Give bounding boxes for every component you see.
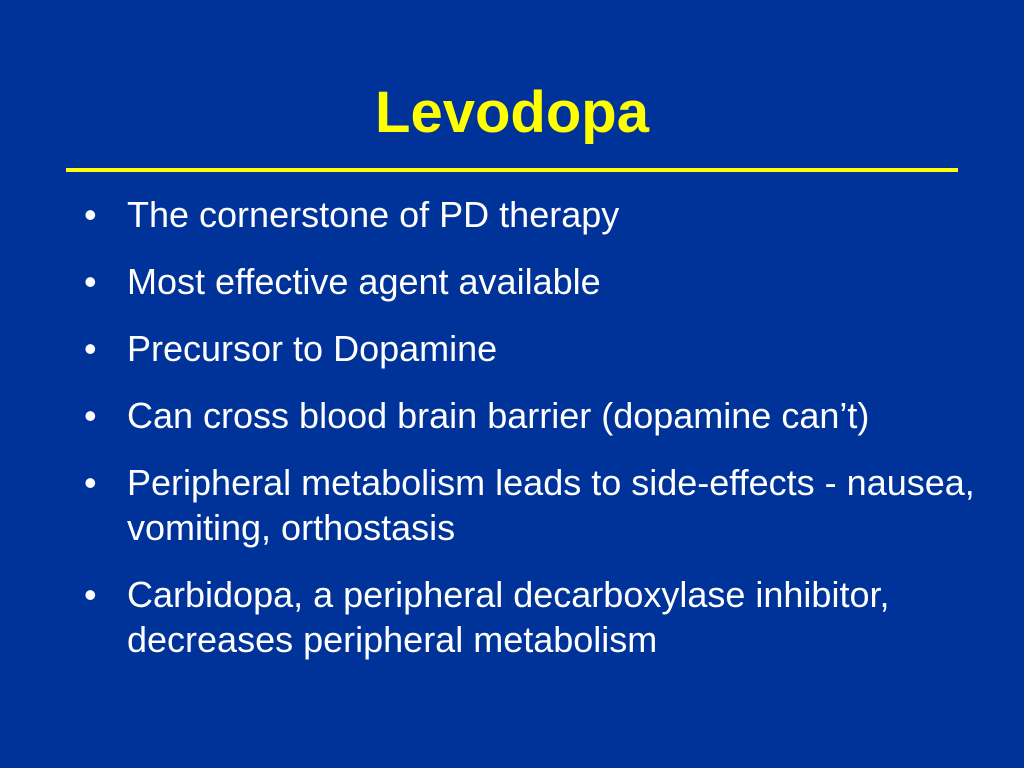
bullet-icon: • [84, 462, 97, 503]
bullet-icon: • [84, 574, 97, 615]
bullet-icon: • [84, 261, 97, 302]
bullet-icon: • [84, 194, 97, 235]
bullet-text: Peripheral metabolism leads to side-effects - nausea, vomiting, orthostasis [127, 462, 975, 548]
title-underline [66, 168, 958, 172]
bullet-item [84, 326, 1004, 371]
bullet-text: Most effective agent available [127, 261, 601, 302]
bullet-icon: • [84, 328, 97, 369]
bullet-text: Can cross blood brain barrier (dopamine can’t) [127, 395, 870, 436]
bullet-icon: • [84, 395, 97, 436]
bullet-item [84, 259, 1004, 304]
bullet-text: Precursor to Dopamine [127, 328, 498, 369]
bullet-text: The cornerstone of PD therapy [127, 194, 620, 235]
bullet-item [84, 393, 1004, 438]
bullet-item [84, 460, 1004, 550]
bullet-item [84, 192, 1004, 237]
slide-title: Levodopa [375, 80, 649, 145]
bullet-item [84, 572, 1004, 662]
bullet-text: Carbidopa, a peripheral decarboxylase inhibitor, decreases peripheral metabolism [127, 574, 890, 660]
bullet-list [84, 192, 1004, 684]
